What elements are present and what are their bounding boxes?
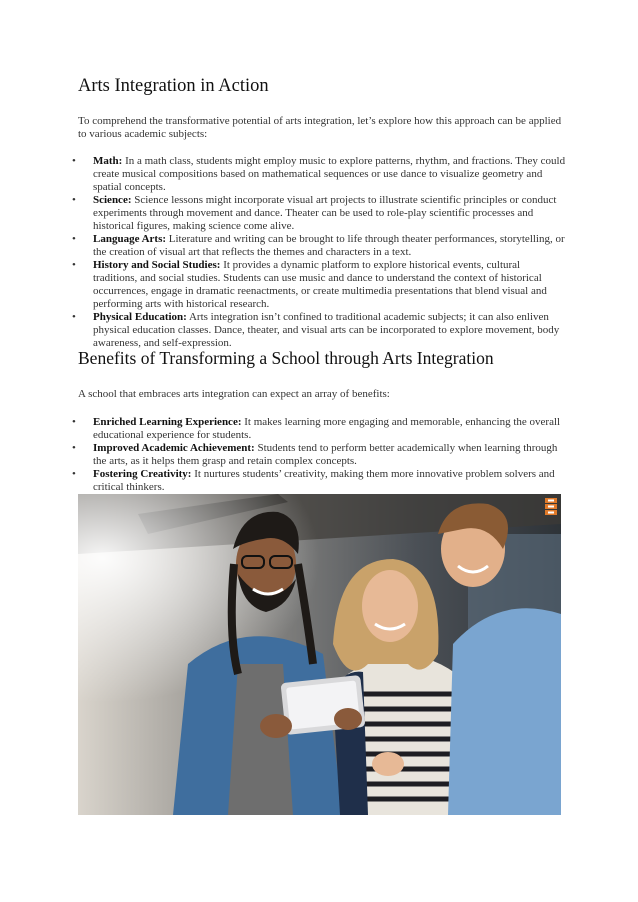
list-item xyxy=(72,416,566,442)
list-item xyxy=(72,311,566,350)
bullet-icon: • xyxy=(72,155,76,167)
list-item-term: History and Social Studies: xyxy=(93,259,221,271)
list-item-term: Improved Academic Achievement: xyxy=(93,442,255,454)
list-item-text: In a math class, students might employ music to explore patterns, rhythm, and fractions. They could create musical compositions based on mathematical sequences or use dance to visualize geometry and spatial concepts. xyxy=(93,155,566,193)
orange-logo-badge-icon xyxy=(545,498,557,516)
bullet-icon: • xyxy=(72,311,76,323)
bullet-icon: • xyxy=(72,468,76,480)
bullet-icon: • xyxy=(72,259,76,271)
subject-list xyxy=(72,155,566,350)
section-heading-benefits: Benefits of Transforming a School through Arts Integration xyxy=(78,348,494,368)
benefits-list xyxy=(72,416,566,494)
list-item xyxy=(72,468,566,494)
list-item-text: It makes learning more engaging and memorable, enhancing the overall educational experience for students. xyxy=(93,416,561,441)
list-item-text: Science lessons might incorporate visual art projects to illustrate scientific principles or conduct experiments through movement and dance. Theater can be used to role-play scientific processes and historical figures, making science come alive. xyxy=(93,194,557,232)
list-item xyxy=(72,194,566,233)
benefits-intro-paragraph: A school that embraces arts integration can expect an array of benefits: xyxy=(78,388,390,400)
section-heading-arts-integration: Arts Integration in Action xyxy=(78,76,269,96)
list-item-text: It provides a dynamic platform to explore historical events, cultural traditions, and social studies. Students can use music and dance to understand the context of historical occurrences, engage in dramatic reenactments, or create multimedia presentations that blend visual and performing arts with historical research. xyxy=(93,259,547,310)
list-item-term: Fostering Creativity: xyxy=(93,468,192,480)
bullet-icon: • xyxy=(72,442,76,454)
list-item xyxy=(72,233,566,259)
list-item-term: Science: xyxy=(93,194,132,206)
list-item-text: Arts integration isn’t confined to traditional academic subjects; it can also enliven physical education classes. Dance, theater, and visual arts can be incorporated to explore movement, body awareness, and self-expression. xyxy=(93,311,560,349)
list-item xyxy=(72,155,566,194)
students-with-tablet-photo xyxy=(78,494,561,815)
list-item-text: It nurtures students’ creativity, making them more innovative problem solvers and critical thinkers. xyxy=(93,468,555,493)
list-item-text: Literature and writing can be brought to life through theater performances, storytelling, or the creation of visual art that reflects the themes and characters in a text. xyxy=(93,233,565,258)
list-item-term: Physical Education: xyxy=(93,311,187,323)
bullet-icon: • xyxy=(72,416,76,428)
bullet-icon: • xyxy=(72,194,76,206)
list-item xyxy=(72,259,566,311)
list-item-term: Enriched Learning Experience: xyxy=(93,416,242,428)
list-item-text: Students tend to perform better academically when learning through the arts, as it helps them grasp and retain complex concepts. xyxy=(93,442,558,467)
photo-illustration xyxy=(78,494,561,815)
list-item xyxy=(72,442,566,468)
bullet-icon: • xyxy=(72,233,76,245)
list-item-term: Language Arts: xyxy=(93,233,167,245)
list-item-term: Math: xyxy=(93,155,123,167)
section-intro-paragraph: To comprehend the transformative potential of arts integration, let’s explore how this approach can be applied to various academic subjects: xyxy=(78,115,562,140)
